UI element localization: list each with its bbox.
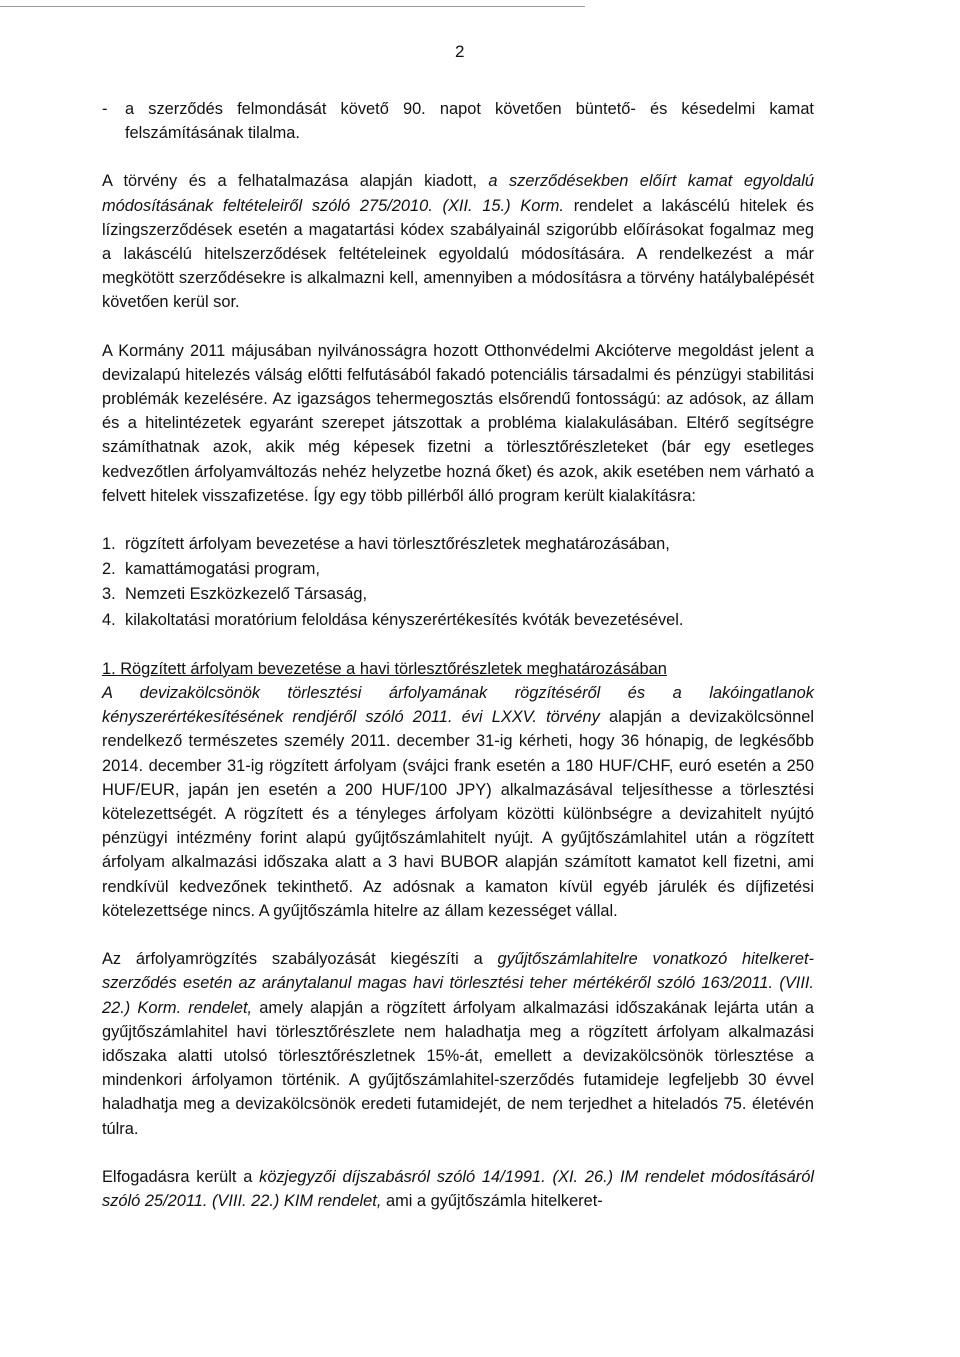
paragraph-5-law-title: közjegyzői díjszabásról szóló 14/1991. (XI. 26.) IM rendelet módosításáról szóló 25/2011. (VIII. 22.) KIM rendelet, <box>102 1167 814 1210</box>
bullet-text: a szerződés felmondását követő 90. napot követően büntető- és késedelmi kamat felszámításának tilalma. <box>125 100 814 143</box>
bullet-item <box>102 97 814 145</box>
paragraph-4-intro: Az árfolyamrögzítés szabályozását kiegészíti a <box>102 950 498 969</box>
pillar-list <box>102 532 814 632</box>
section-heading: 1. Rögzített árfolyam bevezetése a havi törlesztőrészletek meghatározásában <box>102 659 667 678</box>
paragraph-4-body: amely alapján a rögzített árfolyam alkalmazási időszakának lejárta után a gyűjtőszámlahitel havi törlesztőrészlete nem haladhatja meg a rögzített árfolyam alkalmazási időszaka alatti utolsó törlesztőrészletnek 15%-át, emellett a devizakölcsönök törlesztése a mindenkori árfolyamon történik. A gyűjtőszámlahitel-szerződés futamideje legfeljebb 30 évvel haladhatja meg a devizakölcsönök eredeti futamidejét, de nem terjedhet a hiteladós 75. életévén túlra. <box>102 998 814 1138</box>
pillar-item <box>102 608 814 632</box>
pillar-text: kilakoltatási moratórium feloldása kényszerértékesítés kvóták bevezetésével. <box>125 610 684 629</box>
paragraph-1-law-title: a szerződésekben előírt kamat egyoldalú módosításának feltételeiről szóló 275/2010. (XII. 15.) Korm. <box>102 172 814 215</box>
section-law-title: A devizakölcsönök törlesztési árfolyamának rögzítéséről és a lakóingatlanok kényszerértékesítésének rendjéről szóló 2011. évi LXXV. törvény <box>102 684 814 727</box>
paragraph-otthonvedelmi-akcioterv: A Kormány 2011 májusában nyilvánosságra hozott Otthonvédelmi Akcióterve megoldást jelent a devizalapú hitelezés válság előtti felfutásából fakadó potenciális társadalmi és pénzügyi stabilitási problémák kezelésére. Az igazságos tehermegosztás elsőrendű fontosságú: az adósok, az állam és a hitelintézetek egyaránt szerepet játszottak a probléma kialakulásában. Eltérő segítségre számíthatnak azok, akik még képesek fizetni a törlesztőrészleteket (bár egy esetleges kedvezőtlen árfolyamváltozás nehéz helyzetbe hozná őket) és azok, akik esetében nem várható a felvett hitelek visszafizetése. Így egy több pillérből álló program került kialakításra: <box>102 341 814 505</box>
pillar-number: 2. <box>102 560 116 579</box>
paragraph-5-intro: Elfogadásra került a <box>102 1167 260 1186</box>
pillar-text: Nemzeti Eszközkezelő Társaság, <box>125 585 368 604</box>
paragraph-kamat-rendelet <box>102 169 814 314</box>
pillar-text: rögzített árfolyam bevezetése a havi törlesztőrészletek meghatározásában, <box>125 535 670 554</box>
pillar-number: 3. <box>102 585 116 604</box>
pillar-item <box>102 532 814 556</box>
section-body: alapján a devizakölcsönnel rendelkező természetes személy 2011. december 31-ig kérheti, hogy 36 hónapig, de legkésőbb 2014. december 31-ig rögzített árfolyam (svájci frank esetén a 180 HUF/CHF, euró esetén a 250 HUF/EUR, japán jen esetén a 200 HUF/100 JPY) alkalmazásával teljesíthesse a törlesztési kötelezettségét. A rögzített és a tényleges árfolyam közötti különbségre a devizahitelt nyújtó pénzügyi intézmény forint alapú gyűjtőszámlahitelt nyújt. A gyűjtőszámlahitel után a rögzített árfolyam alkalmazási időszaka alatt a 3 havi BUBOR alapján számított kamatot kell fizetni, ami rendkívül kedvezőnek tekinthető. Az adósnak a kamaton kívül egyéb járulék és díjfizetési kötelezettsége nincs. A gyűjtőszámla hitelre az állam kezességet vállal. <box>102 708 814 920</box>
document-body <box>102 97 814 1213</box>
paragraph-arfolyamrogzites <box>102 681 814 923</box>
paragraph-1-body: rendelet a lakáscélú hitelek és lízingszerződések esetén a magatartási kódex szabályainál szigorúbb előírásokat fogalmaz meg a lakáscélú hitelszerződések feltételeinek egyoldalú módosítására. A rendelkezést a már megkötött szerződésekre is alkalmazni kell, amennyiben a módosításra a törvény hatálybalépését követően kerül sor. <box>102 196 814 312</box>
paragraph-5-body: ami a gyűjtőszámla hitelkeret- <box>381 1191 603 1210</box>
pillar-item <box>102 582 814 606</box>
page-number: 2 <box>455 42 465 61</box>
pillar-item <box>102 557 814 581</box>
paragraph-4-law-title: gyűjtőszámlahitelre vonatkozó hitelkeret-szerződés esetén az aránytalanul magas havi törlesztési teher mértékéről szóló 163/2011. (VIII. 22.) Korm. rendelet, <box>102 950 814 1017</box>
pillar-text: kamattámogatási program, <box>125 560 320 579</box>
pillar-number: 1. <box>102 535 116 554</box>
bullet-dash: - <box>102 100 108 118</box>
pillar-number: 4. <box>102 610 116 629</box>
top-rule <box>0 6 585 7</box>
paragraph-gyujtoszamla <box>102 947 814 1141</box>
paragraph-1-intro: A törvény és a felhatalmazása alapján kiadott, <box>102 172 489 191</box>
paragraph-kozjegyzoi-dijszabas <box>102 1165 814 1213</box>
